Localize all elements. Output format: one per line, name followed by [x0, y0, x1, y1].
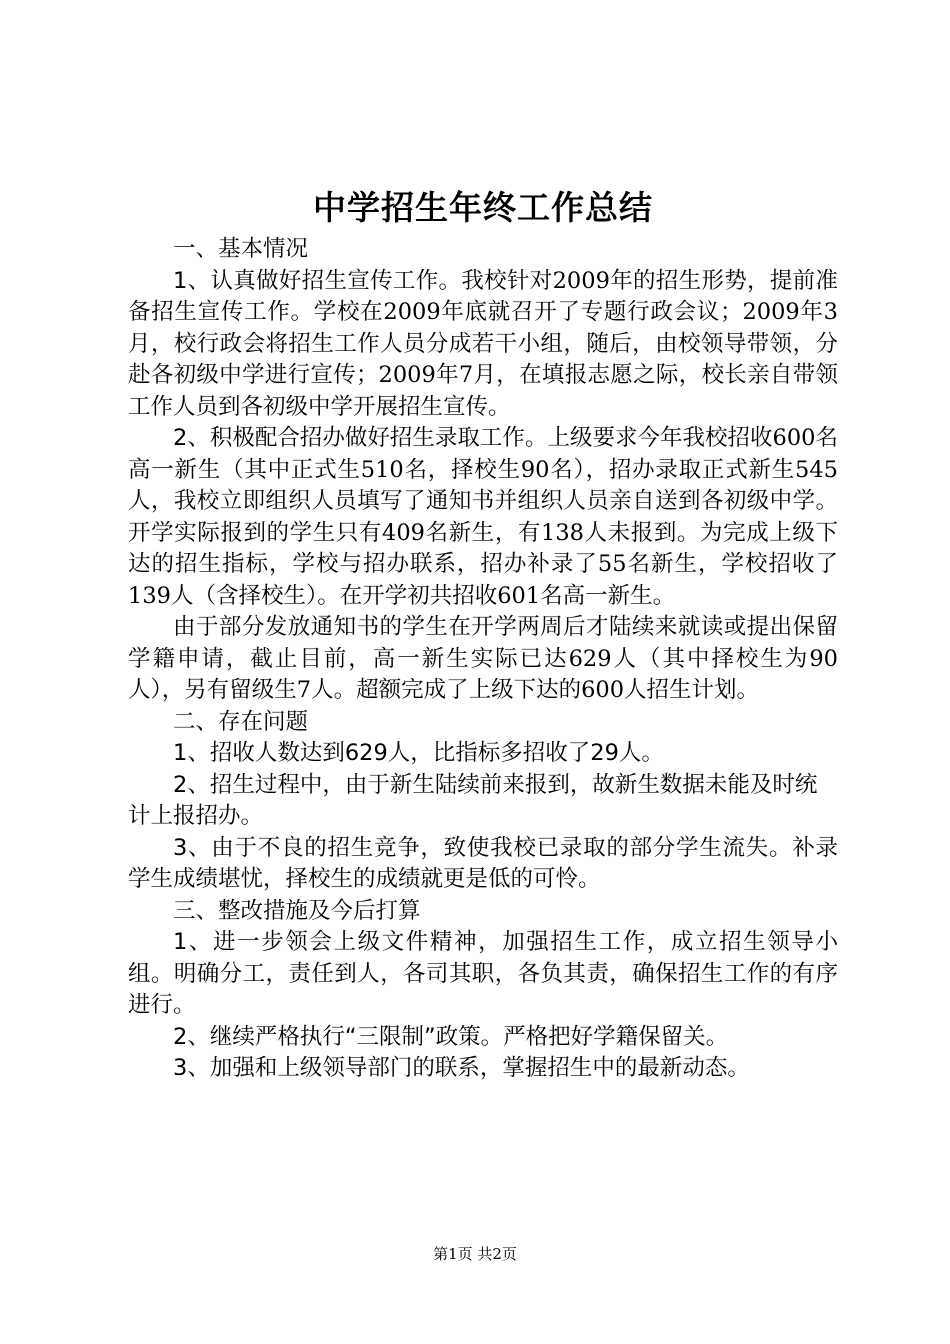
measure-item-1	[128, 927, 838, 1022]
paragraph-body: 补录学生成绩堪忧，择校生的成绩就更是低的可怜。	[128, 834, 838, 892]
page-footer: 第1页 共2页	[433, 1245, 517, 1263]
paragraph-lead: 1、进一步领会上级文件精神，加强招生工作，成立招生领导小组。	[128, 929, 838, 987]
section-heading-problems: 二、存在问题	[173, 708, 309, 735]
paragraph-body: 上级要求今年我校招收600名高一新生（其中正式生510名，择校生90名），招办录取正式新生545人，我校立即组织人员填写了通知书并组织人员亲自送到各初级中学。开学实际报到的学生只有409名新生，有138人未报到。为完成上级下达的招生指标，学校与招办联系，招办补录了55名新生，学校招收了139人（含择校生）。在开学初共招收601名高一新生。	[128, 425, 838, 609]
paragraph-lead: 2、继续严格执行“三限制”政策。	[173, 1023, 504, 1050]
paragraph-enrollment-result: 由于部分发放通知书的学生在开学两周后才陆续来就读或提出保留学籍申请，截止目前，高一新生实际已达629人（其中择校生为90人），另有留级生7人。超额完成了上级下达的600人招生计划。	[128, 614, 838, 703]
paragraph-lead: 3、由于不良的招生竞争，致使我校已录取的部分学生流失。	[173, 834, 793, 861]
problem-item-3	[128, 833, 838, 896]
document-title: 中学招生年终工作总结	[313, 188, 653, 227]
paragraph-admission	[128, 423, 838, 612]
measure-item-3: 3、加强和上级领导部门的联系，掌握招生中的最新动态。	[173, 1055, 750, 1081]
problem-item-1: 1、招收人数达到629人，比指标多招收了29人。	[173, 740, 664, 766]
paragraph-body: 明确分工，责任到人，各司其职，各负其责，确保招生工作的有序进行。	[128, 960, 838, 1018]
section-heading-measures: 三、整改措施及今后打算	[173, 897, 421, 924]
section-heading-basic: 一、基本情况	[173, 236, 309, 262]
document-page	[128, 182, 838, 1085]
paragraph-lead: 2、积极配合招办做好招生录取工作。	[173, 425, 548, 451]
problem-item-2: 2、招生过程中，由于新生陆续前来报到，故新生数据未能及时统计上报招办。	[128, 771, 818, 829]
measure-item-2	[128, 1022, 838, 1054]
paragraph-publicity	[128, 266, 838, 424]
paragraph-body: 我校针对2009年的招生形势，提前准备招生宣传工作。学校在2009年底就召开了专题行政会议；2009年3月，校行政会将招生工作人员分成若干小组，随后，由校领导带领，分赴各初级中学进行宣传；2009年7月，在填报志愿之际，校长亲自带领工作人员到各初级中学开展招生宣传。	[128, 267, 838, 420]
paragraph-body: 严格把好学籍保留关。	[503, 1023, 729, 1050]
paragraph-lead: 1、认真做好招生宣传工作。	[173, 267, 462, 294]
